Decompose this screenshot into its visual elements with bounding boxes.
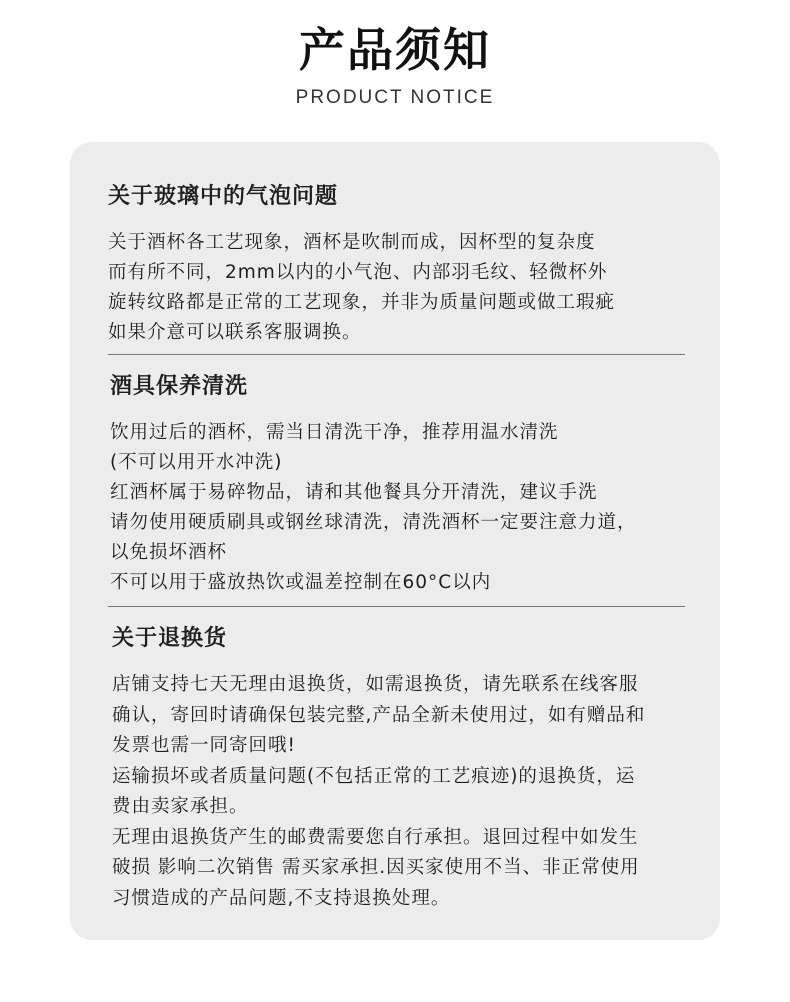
section-body — [108, 228, 758, 348]
section-body — [112, 670, 762, 914]
section-heading: 关于退换货 — [112, 626, 228, 651]
body-line: 店铺支持七天无理由退换货，如需退换货，请先联系在线客服 — [112, 674, 639, 695]
body-line: 习惯造成的产品问题,不支持退换处理。 — [112, 887, 451, 909]
body-line: 饮用过后的酒杯，需当日清洗干净，推荐用温水清洗 — [110, 422, 559, 443]
body-line: 如果介意可以联系客服调换。 — [108, 322, 362, 343]
section-divider — [108, 354, 685, 355]
body-line: (不可以用开水冲洗) — [110, 452, 283, 473]
body-line: 不可以用于盛放热饮或温差控制在60°C以内 — [110, 572, 492, 593]
body-line: 以免损坏酒杯 — [110, 542, 228, 563]
body-line: 无理由退换货产生的邮费需要您自行承担。退回过程中如发生 — [112, 826, 639, 848]
body-line: 发票也需一同寄回哦! — [112, 735, 296, 756]
section-returns — [70, 624, 762, 914]
section-divider — [108, 606, 685, 607]
body-line: 费由卖家承担。 — [112, 796, 249, 817]
body-line: 而有所不同，2mm以内的小气泡、内部羽毛纹、轻微杯外 — [108, 262, 608, 283]
body-line: 请勿使用硬质刷具或钢丝球清洗，清洗酒杯一定要注意力道， — [110, 512, 637, 533]
section-care-cleaning — [70, 372, 760, 598]
body-line: 运输损坏或者质量问题(不包括正常的工艺痕迹)的退换货，运 — [112, 765, 636, 787]
body-line: 破损 影响二次销售 需买家承担.因买家使用不当、非正常使用 — [112, 857, 640, 878]
body-line: 红酒杯属于易碎物品，请和其他餐具分开清洗，建议手洗 — [110, 482, 598, 503]
section-heading: 酒具保养清洗 — [110, 374, 249, 399]
page-title: 产品须知 — [299, 23, 491, 77]
section-glass-bubbles — [70, 182, 758, 348]
section-body — [110, 418, 760, 598]
notice-panel — [70, 142, 720, 940]
body-line: 确认，寄回时请确保包装完整,产品全新未使用过，如有赠品和 — [112, 704, 646, 726]
body-line: 关于酒杯各工艺现象，酒杯是吹制而成，因杯型的复杂度 — [108, 232, 596, 253]
page-subtitle: PRODUCT NOTICE — [295, 87, 495, 108]
body-line: 旋转纹路都是正常的工艺现象，并非为质量问题或做工瑕疵 — [108, 292, 616, 313]
section-heading: 关于玻璃中的气泡问题 — [108, 184, 339, 209]
